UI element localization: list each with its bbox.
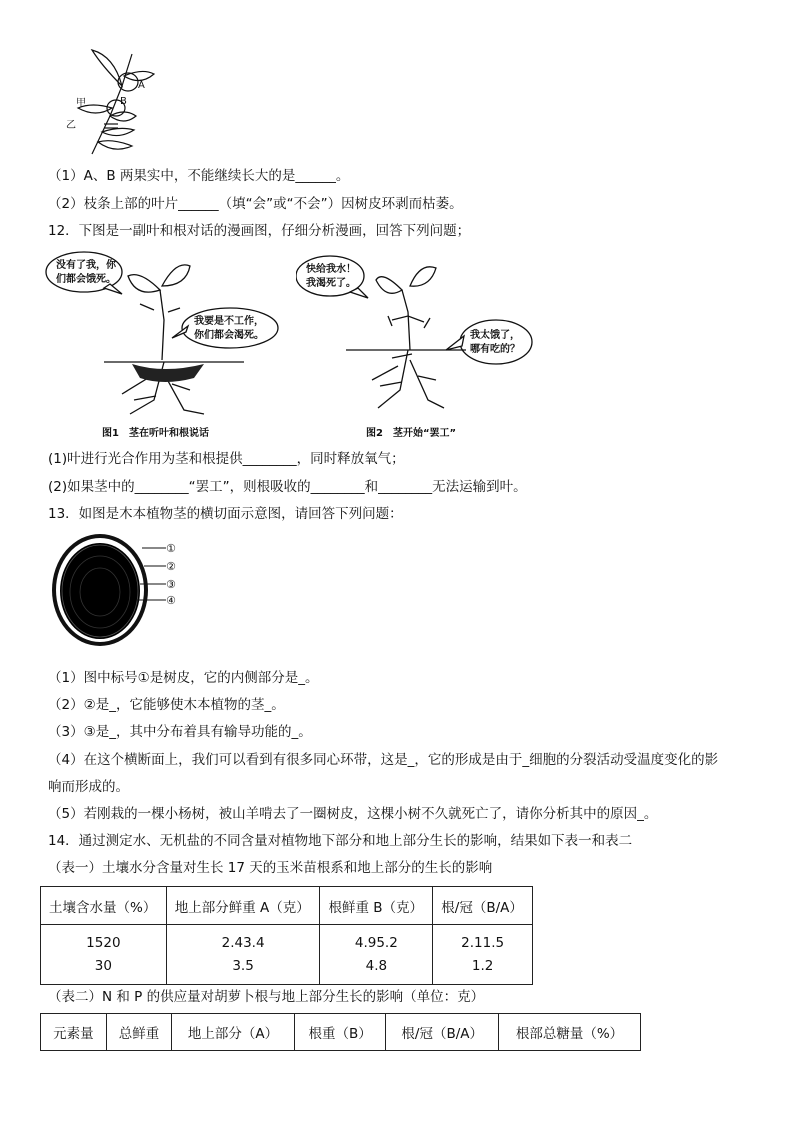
leaf (376, 277, 402, 294)
bubble-text: 我渴死了。 (306, 278, 356, 289)
leaf (410, 267, 436, 286)
bubble-text: 你们都会渴死。 (194, 330, 264, 341)
table-header-cell: 根重（B） (294, 1014, 386, 1051)
cartoon-figure-1 (44, 250, 284, 446)
table-header-cell: 元素量 (41, 1014, 107, 1051)
table-cell (166, 925, 320, 985)
table2-title: （表二）N 和 P 的供应量对胡萝卜根与地上部分生长的影响（单位：克） (48, 989, 485, 1005)
q13-sub4-cont: 响而形成的。 (48, 779, 129, 795)
bubble-text: 我要是不工作， (194, 316, 264, 327)
table-header-cell: 根部总糖量（%） (499, 1014, 641, 1051)
q12-sub1: (1)叶进行光合作用为茎和根提供________，同时释放氧气； (48, 451, 405, 467)
xylem-core (60, 543, 140, 639)
table-header-cell: 地上部分（A） (172, 1014, 294, 1051)
q13-sub2: （2）②是_，它能够使木本植物的茎_。 (48, 697, 285, 713)
q12-sub2: (2)如果茎中的________“罢工”，则根吸收的________和________无法运输到叶。 (48, 479, 527, 495)
q13-sub1: （1）图中标号①是树皮，它的内侧部分是_。 (48, 670, 319, 686)
label-1: ① (166, 542, 176, 555)
branch-fruit-figure (62, 46, 162, 158)
cell-value: 2.11.5 (461, 934, 505, 951)
label-3: ③ (166, 578, 176, 591)
q13-sub4: （4）在这个横断面上，我们可以看到有很多同心环带，这是_，它的形成是由于_细胞的分裂活动受温度变化的影 (48, 752, 719, 768)
table-cell (41, 925, 167, 985)
cell-value: 4.8 (365, 957, 388, 974)
leaf (98, 141, 132, 150)
table-header-cell: 地上部分鲜重 A（克） (166, 887, 320, 925)
table-cell (320, 925, 433, 985)
bubble-text: 没有了我，你 (56, 260, 116, 271)
stem-cross-section (50, 530, 190, 654)
q11-sub2: （2）枝条上部的叶片______（填“会”或“不会”）因树皮环剥而枯萎。 (48, 196, 463, 212)
table-cell (433, 925, 533, 985)
leaf (162, 265, 190, 286)
cartoon-figure-2 (296, 250, 536, 446)
q13-stem: 13．如图是木本植物茎的横切面示意图，请回答下列问题： (48, 506, 403, 522)
table-1 (40, 886, 533, 985)
leaf (102, 128, 134, 135)
speech-bubble (460, 320, 532, 364)
cell-value: 3.5 (232, 957, 254, 974)
bubble-text: 们都会饿死。 (56, 274, 116, 285)
q13-sub5: （5）若刚栽的一棵小杨树，被山羊啃去了一圈树皮，这棵小树不久就死亡了，请你分析其中的原因_。 (48, 806, 658, 822)
q12-stem: 12．下图是一副叶和根对话的漫画图，仔细分析漫画，回答下列问题； (48, 223, 471, 239)
q14-stem: 14．通过测定水、无机盐的不同含量对植物地下部分和地上部分生长的影响，结果如下表一和表二 (48, 833, 633, 849)
q11-sub1: （1）A、B 两果实中，不能继续长大的是______。 (48, 168, 350, 184)
stem (160, 290, 164, 360)
label-4: ④ (166, 594, 176, 607)
bubble-text: 我太饿了， (470, 330, 520, 341)
speech-bubble (182, 308, 278, 348)
q13-sub3: （3）③是_，其中分布着具有输导功能的_。 (48, 724, 312, 740)
table-header-row (41, 1014, 641, 1051)
label-a: A (138, 80, 145, 91)
figure-caption: 图2 茎开始“罢工” (366, 428, 457, 439)
leaf (92, 50, 122, 86)
table-2 (40, 1013, 641, 1051)
table-row (41, 925, 533, 985)
label-b: B (120, 96, 127, 107)
table-header-row (41, 887, 533, 925)
stem (402, 290, 410, 350)
cell-value: 1520 (86, 934, 121, 951)
bubble-text: 哪有吃的？ (470, 344, 520, 355)
table-header-cell: 根/冠（B/A） (386, 1014, 499, 1051)
bubble-text: 快给我水！ (306, 264, 356, 275)
cell-value: 2.43.4 (221, 934, 265, 951)
table-header-cell: 根鲜重 B（克） (320, 887, 433, 925)
table-header-cell: 土壤含水量（%） (41, 887, 167, 925)
label-yi: 乙 (66, 120, 76, 131)
leaf (128, 275, 160, 293)
cell-value: 1.2 (471, 957, 494, 974)
label-jia: 甲 (76, 98, 86, 109)
label-2: ② (166, 560, 176, 573)
table-header-cell: 总鲜重 (106, 1014, 172, 1051)
cell-value: 30 (94, 957, 112, 974)
table-header-cell: 根/冠（B/A） (433, 887, 533, 925)
figure-caption: 图1 茎在听叶和根说话 (102, 428, 209, 439)
table1-title: （表一）土壤水分含量对生长 17 天的玉米苗根系和地上部分的生长的影响 (48, 860, 493, 876)
cell-value: 4.95.2 (354, 934, 398, 951)
roots (372, 350, 444, 408)
